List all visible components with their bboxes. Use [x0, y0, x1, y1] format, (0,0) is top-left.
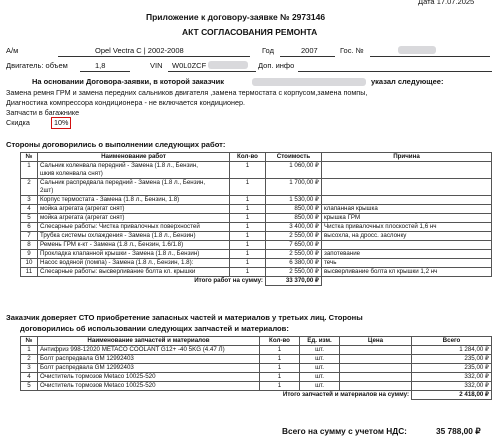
works-cell-n: 2: [21, 179, 38, 196]
parts-cell-qty: 1: [260, 382, 300, 391]
works-row: [21, 223, 492, 232]
parts-cell-n: 2: [21, 355, 38, 364]
works-cell-reason: [322, 241, 492, 250]
parts-col-total: Всего: [412, 337, 492, 346]
works-row: [21, 259, 492, 268]
parts-cell-name: Болт распредвала GM 12992403: [38, 364, 260, 373]
am-label: А/м: [6, 46, 19, 55]
works-cell-n: 10: [21, 259, 38, 268]
works-cell-cost: 3 400,00 ₽: [266, 223, 322, 232]
works-cell-n: 3: [21, 196, 38, 205]
works-cell-n: 4: [21, 205, 38, 214]
works-cell-cost: 2 550,00 ₽: [266, 268, 322, 277]
works-col-qty: Кол-во: [230, 153, 266, 162]
parts-cell-price: [340, 364, 412, 373]
parts-row: [21, 346, 492, 355]
grand-total-label: Всего на сумму с учетом НДС:: [282, 426, 407, 436]
works-cell-n: 1: [21, 162, 38, 179]
works-row: [21, 205, 492, 214]
model-underline: [58, 56, 250, 57]
works-cell-cost: 7 650,00 ₽: [266, 241, 322, 250]
parts-col-name: Наименование запчастей и материалов: [38, 337, 260, 346]
works-row: [21, 196, 492, 205]
parts-col-unit: Ед. изм.: [300, 337, 340, 346]
parts-cell-qty: 1: [260, 346, 300, 355]
intro-line-3: Запчасти в багажнике: [6, 108, 80, 117]
parts-cell-qty: 1: [260, 364, 300, 373]
works-cell-qty: 1: [230, 232, 266, 241]
vehicle-model: Opel Vectra C | 2002-2008: [95, 46, 184, 55]
parts-cell-unit: шт.: [300, 346, 340, 355]
works-cell-reason: Чистка привалочных плоскостей 1,6 нч: [322, 223, 492, 232]
parts-cell-price: [340, 373, 412, 382]
works-cell-cost: 850,00 ₽: [266, 214, 322, 223]
works-cell-n: 9: [21, 250, 38, 259]
works-col-name: Наименование работ: [38, 153, 230, 162]
parts-cell-n: 5: [21, 382, 38, 391]
parts-cell-price: [340, 355, 412, 364]
works-cell-name: Трубка системы охлаждения - Замена (1.8 л., Бензин): [38, 232, 230, 241]
parts-cell-total: 235,00 ₽: [412, 364, 492, 373]
year-label: Год: [262, 46, 274, 55]
parts-col-no: №: [21, 337, 38, 346]
works-cell-n: 6: [21, 223, 38, 232]
customer-redacted: [252, 78, 366, 86]
works-cell-reason: [322, 179, 492, 196]
works-row: [21, 179, 492, 196]
works-cell-reason: течь: [322, 259, 492, 268]
works-cell-cost: 6 380,00 ₽: [266, 259, 322, 268]
discount-value: 10%: [51, 117, 71, 129]
vin-label: VIN: [150, 61, 163, 70]
works-cell-n: 11: [21, 268, 38, 277]
parts-cell-name: Очиститель тормозов Metaco 10025-520: [38, 382, 260, 391]
works-cell-reason: запотевание: [322, 250, 492, 259]
plate-redacted: [398, 46, 436, 54]
vin-prefix: W0L0ZCF: [172, 61, 207, 70]
vin-underline: [168, 71, 256, 72]
works-total-row: [21, 277, 492, 286]
works-cell-name: Сальник распредвала передний - Замена (1.8 л., Бензин, 2шт): [38, 179, 230, 196]
works-cell-qty: 1: [230, 205, 266, 214]
works-cell-qty: 1: [230, 268, 266, 277]
vin-redacted: [208, 61, 248, 69]
parts-cell-total: 235,00 ₽: [412, 355, 492, 364]
works-cell-reason: высверливание болта кл крышки 1,2 нч: [322, 268, 492, 277]
parts-cell-total: 1 284,00 ₽: [412, 346, 492, 355]
grand-total-value: 35 788,00 ₽: [436, 426, 481, 436]
works-heading: Стороны договорились о выполнении следующих работ:: [6, 140, 226, 149]
document-title: Приложение к договору-заявке № 2973146: [146, 12, 326, 22]
intro-lead: На основании Договора-заявки, в которой заказчик: [32, 77, 224, 86]
works-row: [21, 232, 492, 241]
works-cell-qty: 1: [230, 250, 266, 259]
works-cell-reason: [322, 162, 492, 179]
parts-cell-unit: шт.: [300, 355, 340, 364]
parts-header-row: [21, 337, 492, 346]
works-row: [21, 268, 492, 277]
works-cell-cost: 1 530,00 ₽: [266, 196, 322, 205]
parts-cell-name: Очиститель тормозов Metaco 10025-520: [38, 373, 260, 382]
parts-cell-total: 332,00 ₽: [412, 382, 492, 391]
works-cell-name: Слесарные работы: высверливание болта кл. крышки: [38, 268, 230, 277]
works-cell-qty: 1: [230, 241, 266, 250]
parts-heading-2: договорились об использовании следующих запчастей и материалов:: [20, 324, 289, 333]
works-cell-name: Прокладка клапанной крышки - Замена (1.8 л., Бензин): [38, 250, 230, 259]
parts-cell-n: 3: [21, 364, 38, 373]
works-total-value: 33 370,00 ₽: [266, 277, 322, 286]
parts-row: [21, 373, 492, 382]
works-cell-cost: 1 700,00 ₽: [266, 179, 322, 196]
parts-total-label: Итого запчастей и материалов на сумму:: [282, 391, 409, 398]
works-cell-cost: 1 060,00 ₽: [266, 162, 322, 179]
parts-total-row: [21, 391, 492, 400]
act-title: АКТ СОГЛАСОВАНИЯ РЕМОНТА: [182, 27, 318, 37]
info-underline: [298, 71, 492, 72]
works-cell-qty: 1: [230, 259, 266, 268]
parts-cell-qty: 1: [260, 355, 300, 364]
works-table: [20, 152, 492, 286]
works-row: [21, 214, 492, 223]
works-cell-reason: высохла, на дросс. заслонку: [322, 232, 492, 241]
works-cell-name: Ремень ГРМ к-кт - Замена (1.8 л., Бензин, 1.6/1.8): [38, 241, 230, 250]
year-underline: [280, 56, 335, 57]
works-total-label: Итого работ на сумму:: [194, 277, 263, 284]
works-cell-n: 5: [21, 214, 38, 223]
parts-col-price: Цена: [340, 337, 412, 346]
works-cell-qty: 1: [230, 162, 266, 179]
parts-cell-unit: шт.: [300, 364, 340, 373]
works-cell-reason: крышка ГРМ: [322, 214, 492, 223]
parts-cell-unit: шт.: [300, 373, 340, 382]
works-cell-cost: 2 550,00 ₽: [266, 232, 322, 241]
works-cell-qty: 1: [230, 214, 266, 223]
engine-label: Двигатель: объем: [6, 61, 68, 70]
parts-heading-1: Заказчик доверяет СТО приобретение запасных частей и материалов у третьих лиц. Стороны: [6, 313, 363, 322]
info-label: Доп. инфо: [258, 61, 295, 70]
parts-table: [20, 336, 492, 400]
works-cell-n: 7: [21, 232, 38, 241]
works-row: [21, 241, 492, 250]
works-cell-reason: [322, 196, 492, 205]
works-row: [21, 162, 492, 179]
parts-cell-price: [340, 382, 412, 391]
parts-row: [21, 355, 492, 364]
works-header-row: [21, 153, 492, 162]
parts-row: [21, 364, 492, 373]
works-cell-name: Корпус термостата - Замена (1.8 л., Бензин, 1.8): [38, 196, 230, 205]
plate-underline: [370, 56, 490, 57]
intro-line-2: Диагностика компрессора кондиционера - не включается кондиционер.: [6, 98, 245, 107]
parts-cell-name: Антифриз 998-12020 METACO COOLANT G12+ -40 5KG (4.47 Л): [38, 346, 260, 355]
works-cell-qty: 1: [230, 223, 266, 232]
works-row: [21, 250, 492, 259]
intro-line-1: Замена ремня ГРМ и замена передних сальников двигателя ,замена термостата с корпусом,замена помпы,: [6, 88, 368, 97]
works-col-cost: Стоимость: [266, 153, 322, 162]
works-cell-cost: 850,00 ₽: [266, 205, 322, 214]
parts-cell-name: Болт распредвала GM 12992403: [38, 355, 260, 364]
parts-cell-qty: 1: [260, 373, 300, 382]
parts-cell-price: [340, 346, 412, 355]
engine-underline: [80, 71, 130, 72]
parts-cell-unit: шт.: [300, 382, 340, 391]
works-cell-qty: 1: [230, 196, 266, 205]
parts-cell-total: 332,00 ₽: [412, 373, 492, 382]
works-col-reason: Причина: [322, 153, 492, 162]
works-cell-name: мойка агрегата (агрегат снят): [38, 214, 230, 223]
works-cell-name: Сальник коленвала передний - Замена (1.8 л., Бензин, шкив коленвала снят): [38, 162, 230, 179]
plate-label: Гос. №: [340, 46, 364, 55]
works-cell-cost: 2 550,00 ₽: [266, 250, 322, 259]
works-cell-name: Слесарные работы: Чистка привалочных поверхностей: [38, 223, 230, 232]
parts-cell-n: 4: [21, 373, 38, 382]
works-col-no: №: [21, 153, 38, 162]
intro-tail: указал следующее:: [371, 77, 444, 86]
works-cell-qty: 1: [230, 179, 266, 196]
parts-total-value: 2 418,00 ₽: [412, 391, 492, 400]
vehicle-year: 2007: [301, 46, 318, 55]
engine-volume: 1,8: [95, 61, 106, 70]
discount-label: Скидка: [6, 118, 30, 127]
document-date: Дата 17.07.2025: [418, 0, 475, 6]
works-cell-name: мойка агрегата (агрегат снят): [38, 205, 230, 214]
works-cell-n: 8: [21, 241, 38, 250]
parts-col-qty: Кол-во: [260, 337, 300, 346]
parts-cell-n: 1: [21, 346, 38, 355]
parts-row: [21, 382, 492, 391]
works-cell-name: Насос водяной (помпа) - Замена (1.8 л., Бензин, 1.8):: [38, 259, 230, 268]
works-cell-reason: клапанная крышка: [322, 205, 492, 214]
